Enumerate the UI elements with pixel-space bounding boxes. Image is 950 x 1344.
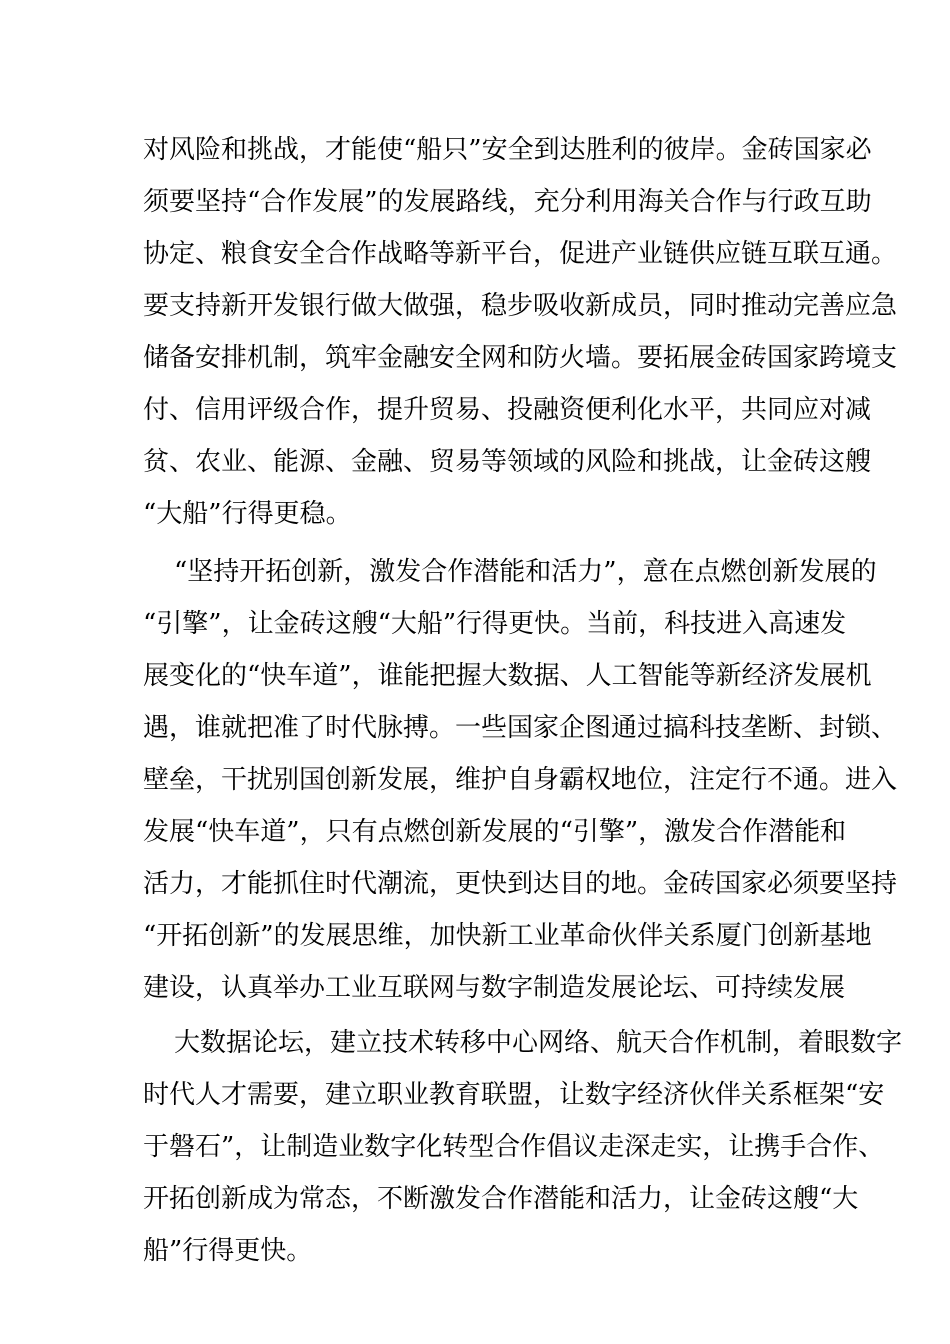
text-line: “坚持开拓创新，激发合作潜能和活力”，意在点燃创新发展的 xyxy=(174,557,877,587)
text-line: 遇，谁就把准了时代脉搏。一些国家企图通过搞科技垄断、封锁、 xyxy=(143,713,898,743)
text-line: 发展“快车道”，只有点燃创新发展的“引擎”，激发合作潜能和 xyxy=(143,817,847,847)
text-line: 对风险和挑战，才能使“船只”安全到达胜利的彼岸。金砖国家必 xyxy=(143,135,872,165)
text-line: “大船”行得更稳。 xyxy=(143,499,352,529)
text-line: 贫、农业、能源、金融、贸易等领域的风险和挑战，让金砖这艘 xyxy=(143,447,872,477)
text-line: 活力，才能抓住时代潮流，更快到达目的地。金砖国家必须要坚持 xyxy=(143,869,898,899)
text-line: 大数据论坛，建立技术转移中心网络、航天合作机制，着眼数字 xyxy=(174,1028,903,1058)
text-line: 须要坚持“合作发展”的发展路线，充分利用海关合作与行政互助 xyxy=(143,187,872,217)
text-line: 储备安排机制，筑牢金融安全网和防火墙。要拓展金砖国家跨境支 xyxy=(143,343,898,373)
text-line: 船”行得更快。 xyxy=(143,1236,313,1266)
text-line: 要支持新开发银行做大做强，稳步吸收新成员，同时推动完善应急 xyxy=(143,291,898,321)
text-line: 展变化的“快车道”，谁能把握大数据、人工智能等新经济发展机 xyxy=(143,661,872,691)
text-line: 建设，认真举办工业互联网与数字制造发展论坛、可持续发展 xyxy=(143,973,846,1003)
text-line: “引擎”，让金砖这艘“大船”行得更快。当前，科技进入高速发 xyxy=(143,609,847,639)
text-line: 于磐石”，让制造业数字化转型合作倡议走深走实，让携手合作、 xyxy=(143,1132,885,1162)
text-line: 付、信用评级合作，提升贸易、投融资便利化水平，共同应对减 xyxy=(143,395,872,425)
text-line: 时代人才需要，建立职业教育联盟，让数字经济伙伴关系框架“安 xyxy=(143,1080,885,1110)
text-line: “开拓创新”的发展思维，加快新工业革命伙伴关系厦门创新基地 xyxy=(143,921,872,951)
text-line: 壁垒，干扰别国创新发展，维护自身霸权地位，注定行不通。进入 xyxy=(143,765,898,795)
text-line: 协定、粮食安全合作战略等新平台，促进产业链供应链互联互通。 xyxy=(143,239,898,269)
text-line: 开拓创新成为常态，不断激发合作潜能和活力，让金砖这艘“大 xyxy=(143,1184,859,1214)
